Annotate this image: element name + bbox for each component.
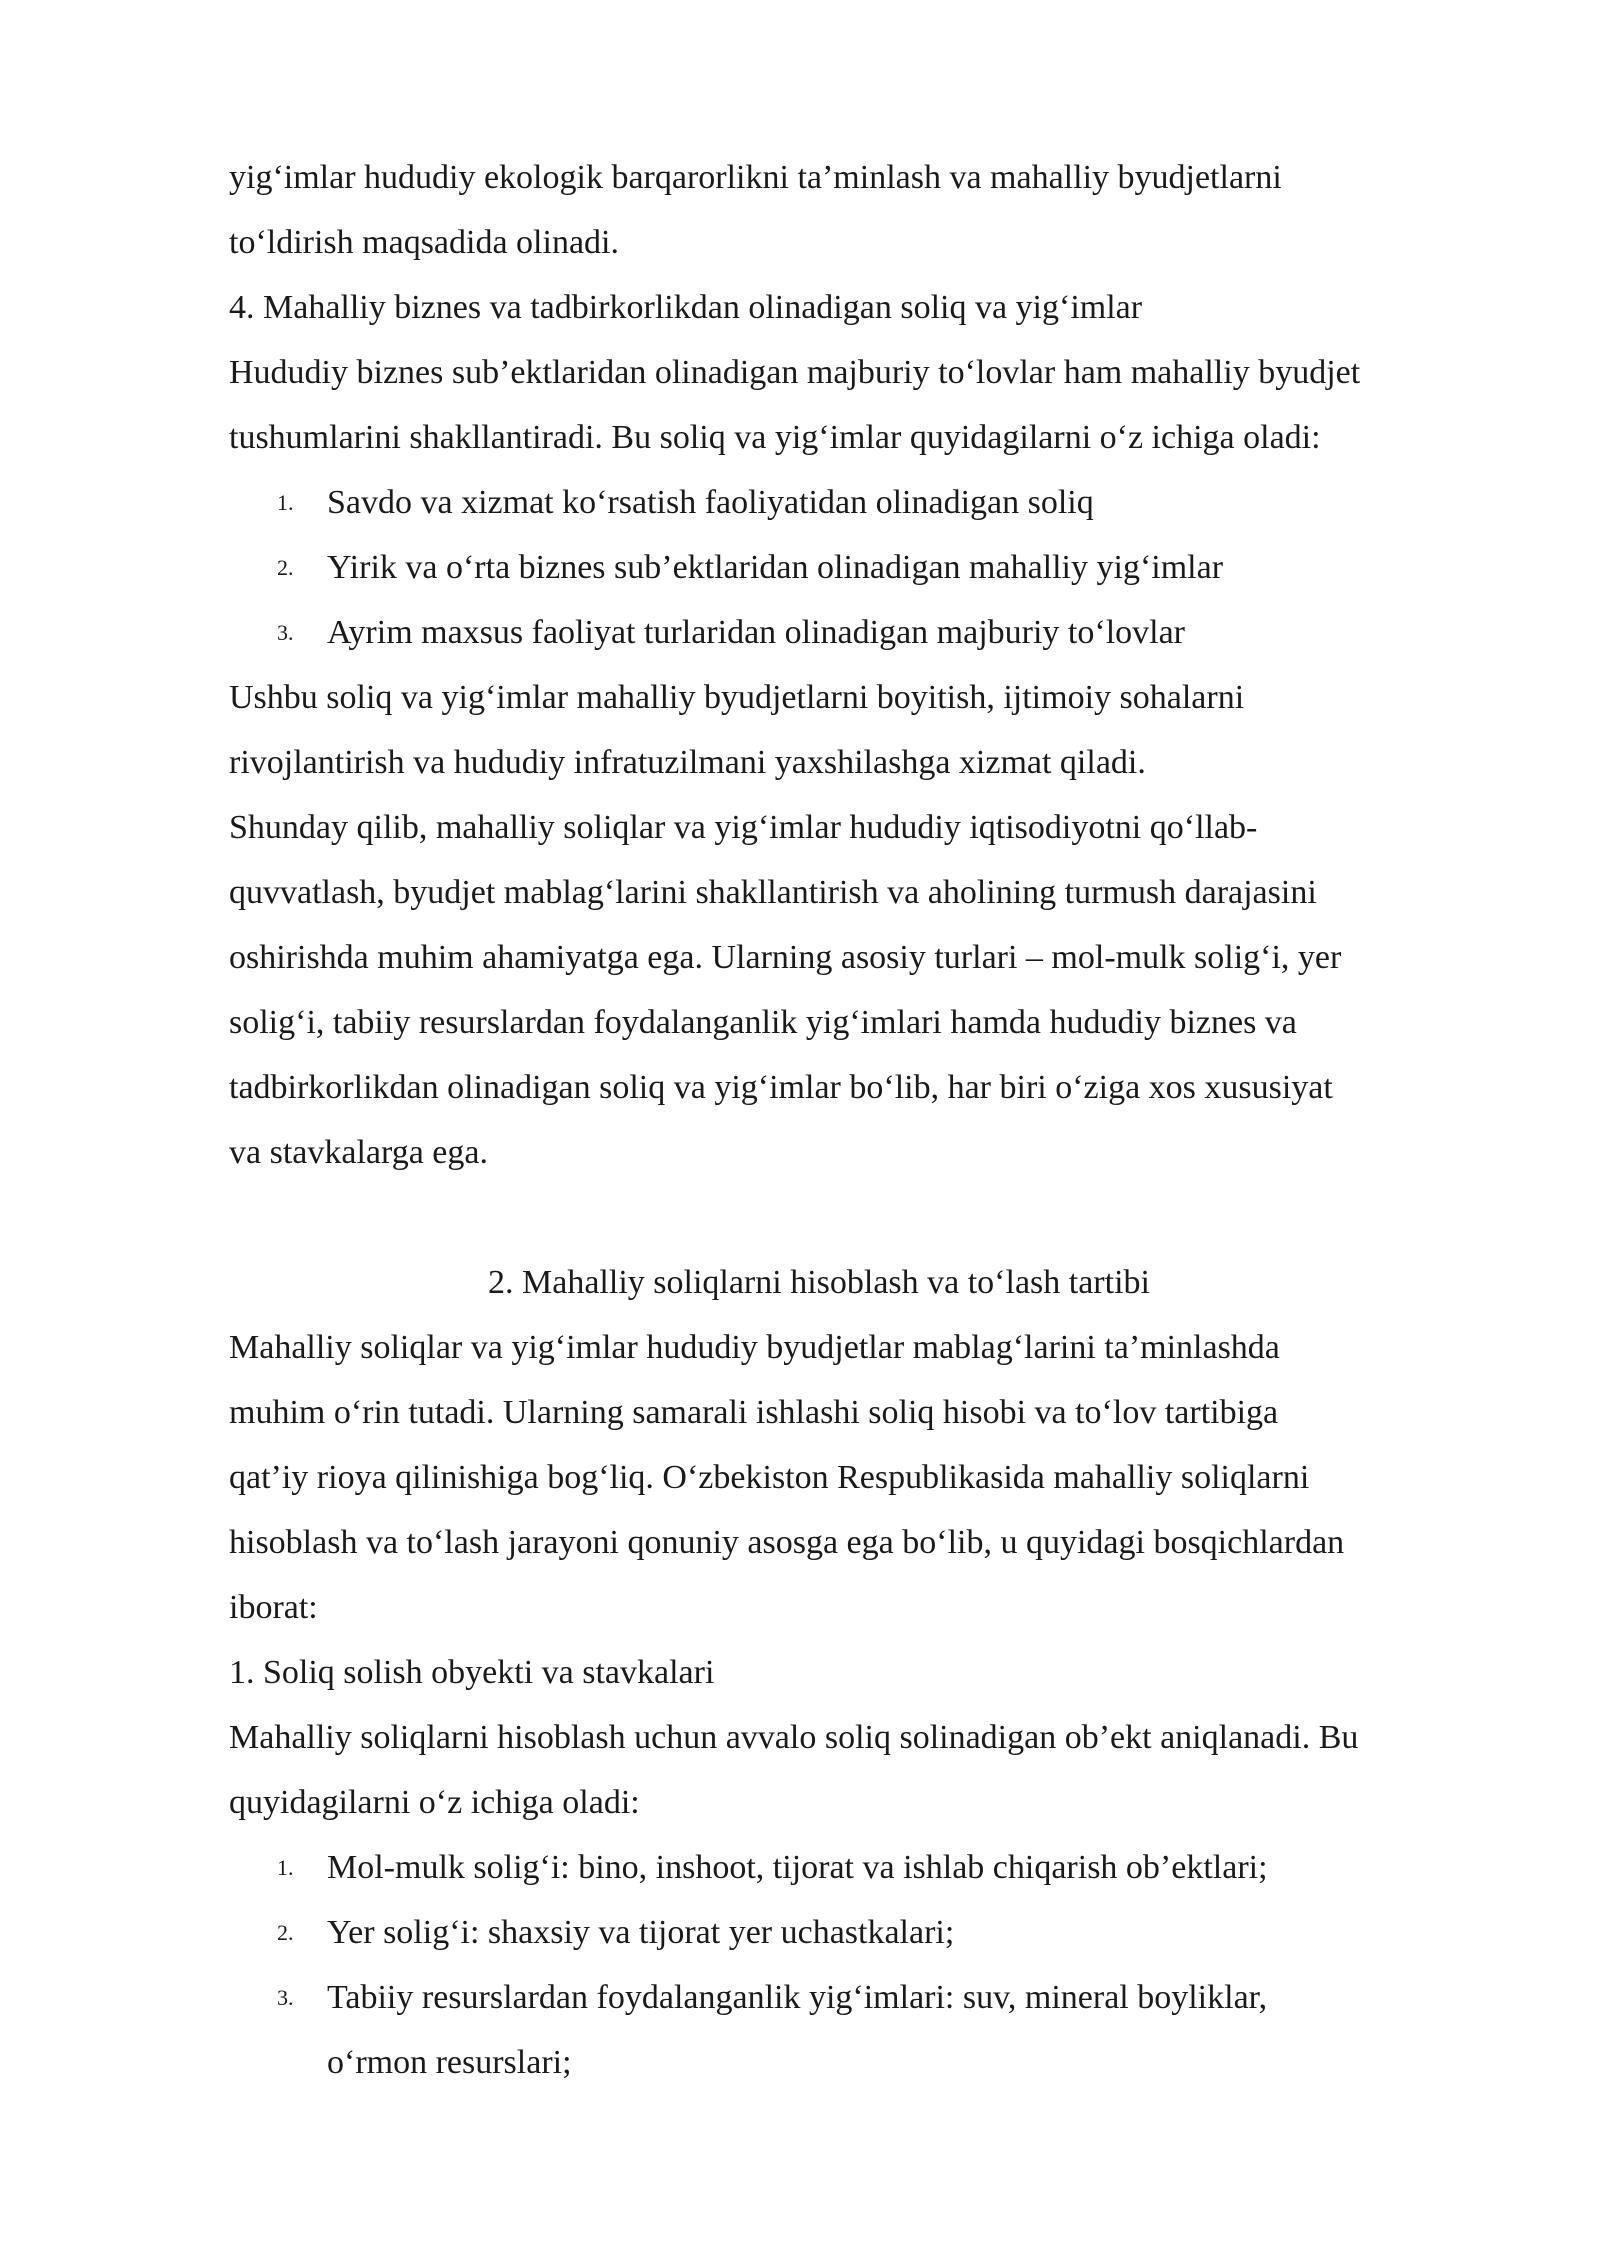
paragraph-line: rivojlantirish va hududiy infratuzilmani yaxshilashga xizmat qiladi. <box>229 744 1146 781</box>
numbered-list <box>229 470 1529 665</box>
paragraph-line: tadbirkorlikdan olinadigan soliq va yig‘imlar bo‘lib, har biri o‘ziga xos xususiyat <box>229 1069 1333 1106</box>
paragraph-line: Hududiy biznes sub’ektlaridan olinadigan majburiy to‘lovlar ham mahalliy byudjet <box>229 354 1361 391</box>
paragraph-line: oshirishda muhim ahamiyatga ega. Ularning asosiy turlari – mol-mulk solig‘i, yer <box>229 939 1342 976</box>
list-item <box>229 1900 1529 1965</box>
list-number: 1. <box>277 1855 294 1880</box>
list-number: 1. <box>277 490 294 515</box>
paragraph-line: quyidagilarni o‘z ichiga oladi: <box>229 1784 640 1821</box>
list-item <box>229 600 1529 665</box>
list-item-text: Yirik va o‘rta biznes sub’ektlaridan olinadigan mahalliy yig‘imlar <box>327 549 1224 586</box>
document-page <box>229 145 1529 2095</box>
paragraph-line: solig‘i, tabiiy resurslardan foydalanganlik yig‘imlari hamda hududiy biznes va <box>229 1004 1297 1041</box>
paragraph-line: va stavkalarga ega. <box>229 1134 488 1171</box>
paragraph-line: qat’iy rioya qilinishiga bog‘liq. O‘zbekiston Respublikasida mahalliy soliqlarni <box>229 1459 1310 1496</box>
list-number: 3. <box>277 620 294 645</box>
paragraph-line: yig‘imlar hududiy ekologik barqarorlikni ta’minlash va mahalliy byudjetlarni <box>229 159 1282 196</box>
list-item-text: Tabiiy resurslardan foydalanganlik yig‘imlari: suv, mineral boyliklar, <box>327 1979 1268 2016</box>
list-number: 2. <box>277 1920 294 1945</box>
list-item-text: Mol-mulk solig‘i: bino, inshoot, tijorat va ishlab chiqarish ob’ektlari; <box>327 1849 1268 1886</box>
paragraph-line: Mahalliy soliqlar va yig‘imlar hududiy byudjetlar mablag‘larini ta’minlashda <box>229 1329 1280 1366</box>
list-number: 2. <box>277 555 294 580</box>
paragraph-line: Mahalliy soliqlarni hisoblash uchun avvalo soliq solinadigan ob’ekt aniqlanadi. Bu <box>229 1719 1359 1756</box>
list-item <box>229 470 1529 535</box>
list-item-text: Savdo va xizmat ko‘rsatish faoliyatidan olinadigan soliq <box>327 484 1094 521</box>
paragraph-line: quvvatlash, byudjet mablag‘larini shakllantirish va aholining turmush darajasini <box>229 874 1317 911</box>
paragraph-line: Ushbu soliq va yig‘imlar mahalliy byudjetlarni boyitish, ijtimoiy sohalarni <box>229 679 1245 716</box>
subsection-heading: 1. Soliq solish obyekti va stavkalari <box>229 1654 715 1691</box>
list-item <box>229 1965 1529 2030</box>
subsection-heading: 4. Mahalliy biznes va tadbirkorlikdan olinadigan soliq va yig‘imlar <box>229 289 1143 326</box>
paragraph-line: iborat: <box>229 1589 318 1626</box>
list-item <box>229 1835 1529 1900</box>
paragraph-line: tushumlarini shakllantiradi. Bu soliq va yig‘imlar quyidagilarni o‘z ichiga oladi: <box>229 419 1321 456</box>
blank-line <box>229 1185 1529 1250</box>
list-item-text: Ayrim maxsus faoliyat turlaridan olinadigan majburiy to‘lovlar <box>327 614 1186 651</box>
numbered-list <box>229 1835 1529 2095</box>
list-item-continuation: o‘rmon resurslari; <box>327 2044 572 2081</box>
list-number: 3. <box>277 1985 294 2010</box>
paragraph-line: hisoblash va to‘lash jarayoni qonuniy asosga ega bo‘lib, u quyidagi bosqichlardan <box>229 1524 1345 1561</box>
paragraph-line: to‘ldirish maqsadida olinadi. <box>229 224 619 261</box>
paragraph-line: muhim o‘rin tutadi. Ularning samarali ishlashi soliq hisobi va to‘lov tartibiga <box>229 1394 1279 1431</box>
list-item-text: Yer solig‘i: shaxsiy va tijorat yer uchastkalari; <box>327 1914 955 1951</box>
list-item <box>229 535 1529 600</box>
section-heading: 2. Mahalliy soliqlarni hisoblash va to‘lash tartibi <box>488 1264 1150 1301</box>
paragraph-line: Shunday qilib, mahalliy soliqlar va yig‘imlar hududiy iqtisodiyotni qo‘llab- <box>229 809 1258 846</box>
